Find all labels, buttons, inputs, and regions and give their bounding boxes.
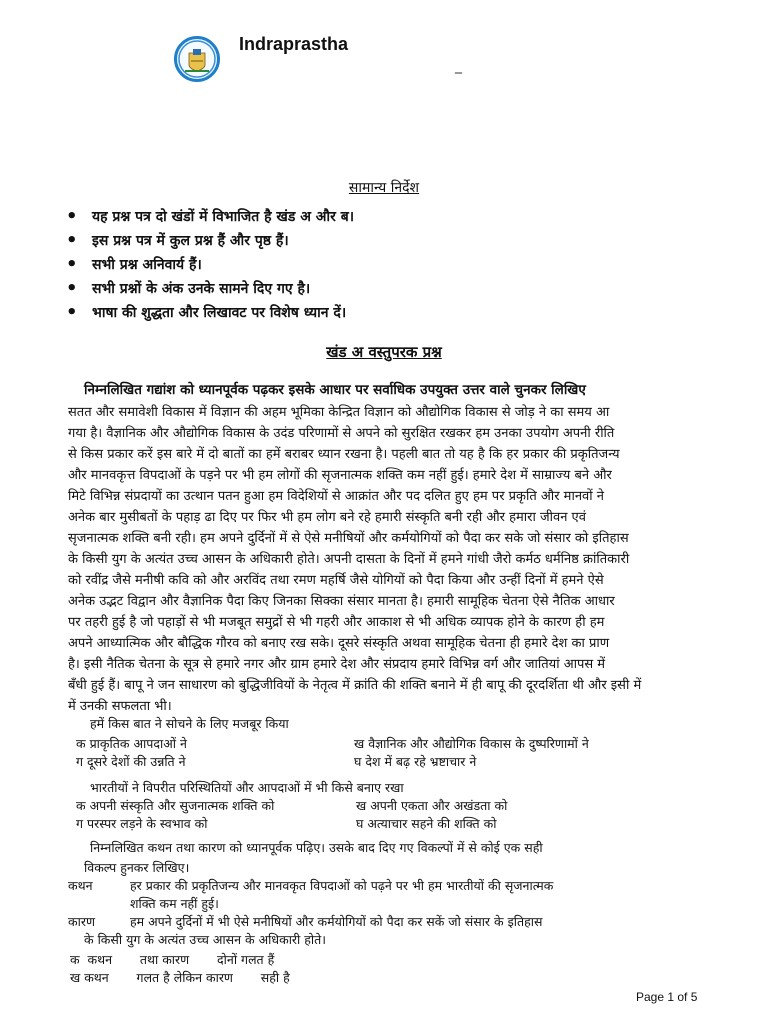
karan-text: हम अपने दुर्दिनों में भी ऐसे मनीषियों और कर्मयोगियों को पैदा कर सकें जो संसार के इतिहास <box>130 914 543 929</box>
section-a-title: खंड अ वस्तुपरक प्रश्न <box>326 343 442 361</box>
passage-line: अनेक उद्भट विद्वान और वैज्ञानिक पैदा किए जिनका सिक्का संसार मानता है। हमारी सामूहिक चेतना ऐसे नैतिक आधार <box>68 594 615 609</box>
instruction-item: • भाषा की शुद्धता और लिखावट पर विशेष ध्यान दें। <box>64 301 354 325</box>
question-3-instruction: निम्नलिखित कथन तथा कारण को ध्यानपूर्वक पढ़िए। उसके बाद दिए गए विकल्पों में से कोई एक सही <box>90 840 543 855</box>
q1-option-kha: ख वैज्ञानिक और औद्योगिक विकास के दुष्परिणामों ने <box>354 736 589 751</box>
q1-option-gha: घ देश में बढ़ रहे भ्रष्टाचार ने <box>354 754 477 769</box>
passage-line: के किसी युग के अत्यंत उच्च आसन के अधिकारी होते। अपनी दासता के दिनों में हमने गांधी जैरो कर्मठ धर्मनिष्ठ क्रांतिकारी <box>68 552 630 567</box>
q2-option-ga: ग परस्पर लड़ने के स्वभाव को <box>76 816 208 831</box>
page-number: Page 1 of 5 <box>636 990 698 1004</box>
q3-option-kha: ख कथन गलत है लेकिन कारण सही है <box>70 970 290 985</box>
passage <box>68 402 704 717</box>
q2-option-kha: ख अपनी एकता और अखंडता को <box>356 798 508 813</box>
passage-line: पर तहरी हुई है जो पहाड़ों से भी मजबूत समुद्रों से भी गहरी और आकाश से भी अधिक व्यापक होने के कारण ही हम <box>68 615 605 630</box>
passage-line: अपने आध्यात्मिक और बौद्धिक गौरव को बनाए रख सके। दूसरे संस्कृति अथवा सामूहिक चेतना ही हमारे देश का प्राण <box>68 636 610 651</box>
question-2-text: भारतीयों ने विपरीत परिस्थितियों और आपदाओं में भी किसे बनाए रखा <box>90 780 404 795</box>
q2-option-gha: घ अत्याचार सहने की शक्ति को <box>356 816 497 831</box>
passage-line: है। इसी नैतिक चेतना के सूत्र से हमारे नगर और ग्राम हमारे देश और संप्रदाय हमारे विभिन्न वर्ग और जातियां आपस में <box>68 657 606 672</box>
q2-option-ka: क अपनी संस्कृति और सुजनात्मक शक्ति को <box>76 798 275 813</box>
question-1-text: हमें किस बात ने सोचने के लिए मजबूर किया <box>90 716 289 731</box>
passage-line: मिटे विभिन्न संप्रदायों का उत्थान पतन हुआ हम विदेशियों से आक्रांत और पद दलित हुए हम पर प्रकृति और मानवों ने <box>68 489 604 504</box>
school-logo <box>174 36 220 82</box>
passage-line: को रवींद्र जैसे मनीषी कवि को और अरविंद तथा रमण महर्षि जैसे योगियों को पैदा किया और उन्हीं दिनों में हमने ऐसे <box>68 573 604 588</box>
school-name: Indraprastha <box>239 34 349 54</box>
instruction-item: • यह प्रश्न पत्र दो खंडों में विभाजित है खंड अ और ब। <box>64 205 354 229</box>
passage-line: से किस प्रकार करें इस बारे में दो बातों का हमें बराबर ध्यान रखना है। पहली बात तो यह है कि हर प्रकार की प्रकृतिजन्य <box>68 447 620 462</box>
instruction-item: • सभी प्रश्न अनिवार्य हैं। <box>64 253 354 277</box>
passage-instruction: निम्नलिखित गद्यांश को ध्यानपूर्वक पढ़कर इसके आधार पर सर्वाधिक उपयुक्त उत्तर वाले चुनकर लिखिए <box>84 382 586 398</box>
karan-label: कारण <box>68 914 95 929</box>
instruction-item: • इस प्रश्न पत्र में कुल प्रश्न हैं और पृष्ठ हैं। <box>64 229 354 253</box>
q1-option-ga: ग दूसरे देशों की उन्नति ने <box>76 754 186 769</box>
passage-line: और मानवकृत्त विपदाओं के पड़ने पर भी हम लोगों की सृजनात्मक शक्ति कम नहीं हुई। हमारे देश में साम्राज्य बने और <box>68 468 612 483</box>
q3-option-ka: क कथन तथा कारण दोनों गलत हैं <box>70 952 275 967</box>
passage-line: गया है। वैज्ञानिक और औद्योगिक विकास के उदंड परिणामों से अपने को सुरक्षित रखकर हम उनका उपयोग अपनी रीति <box>68 426 615 441</box>
kathan-text-cont: शक्ति कम नहीं हुई। <box>130 896 219 911</box>
passage-line: बँधी हुई हैं। बापू ने जन साधारण को बुद्धिजीवियों के नेतृत्व में क्रांति की शक्ति बनाने में ही बापू की दूरदर्शिता थी और इसी में <box>68 678 642 693</box>
kathan-label: कथन <box>68 878 93 893</box>
passage-line: अनेक बार मुसीबतों के पहाड़ ढा दिए पर फिर भी हम लोग बने रहे हमारी संस्कृति बनी रही और हमारा जीवन एवं <box>68 510 586 525</box>
passage-line: में उनकी सफलता भी। <box>68 699 172 714</box>
question-3-instruction-cont: विकल्प हुनकर लिखिए। <box>84 860 190 875</box>
karan-text-cont: के किसी युग के अत्यंत उच्च आसन के अधिकारी होते। <box>84 932 326 947</box>
instructions-list <box>64 205 354 325</box>
q1-option-ka: क प्राकृतिक आपदाओं ने <box>76 736 187 751</box>
instruction-item: • सभी प्रश्नों के अंक उनके सामने दिए गए है। <box>64 277 354 301</box>
header-dash: _ <box>455 58 462 74</box>
emblem-icon <box>177 39 217 79</box>
passage-line: सतत और समावेशी विकास में विज्ञान की अहम भूमिका केन्द्रित विज्ञान को औद्योगिक विकास से जोड़ ने का समय आ <box>68 405 610 420</box>
passage-line: सृजनात्मक शक्ति बनी रही। हम अपने दुर्दिनों में से ऐसे मनीषियों और कर्मयोगियों को पैदा कर सके जो संसार को इतिहास <box>68 531 629 546</box>
kathan-text: हर प्रकार की प्रकृतिजन्य और मानवकृत विपदाओं को पढ़ने पर भी हम भारतीयों की सृजनात्मक <box>130 878 554 893</box>
instructions-title: सामान्य निर्देश <box>348 180 420 196</box>
